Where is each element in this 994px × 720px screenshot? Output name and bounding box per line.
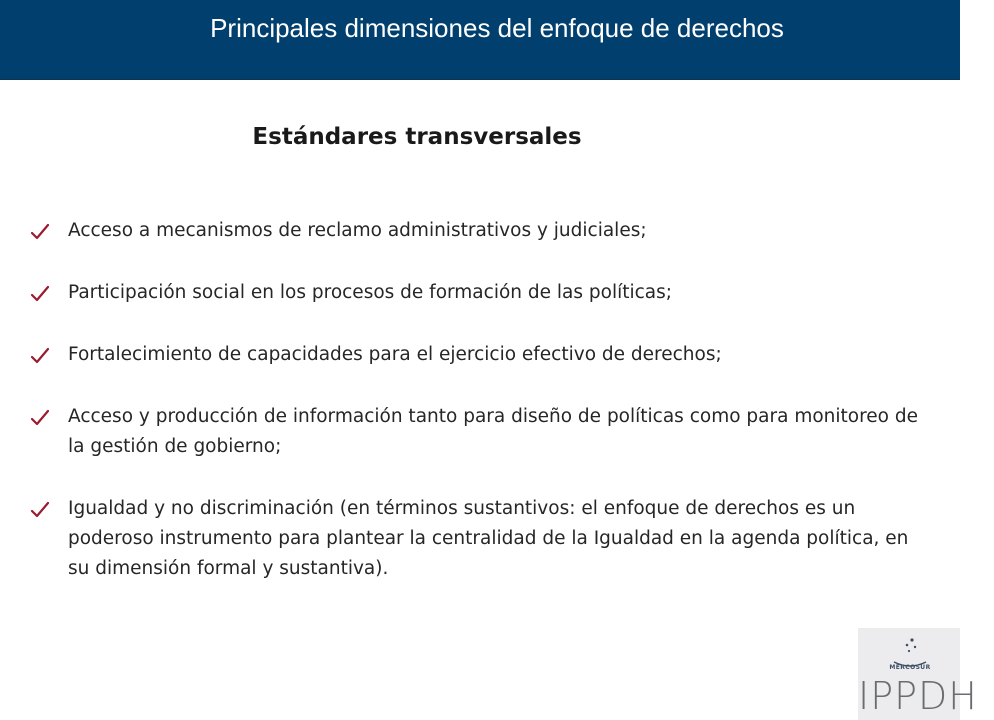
logo-mercosur-label: MERCOSUR <box>889 664 931 671</box>
list-item <box>30 216 930 246</box>
list-item-text: Participación social en los procesos de formación de las políticas; <box>68 282 672 303</box>
check-icon <box>30 409 50 427</box>
standards-list <box>30 216 930 616</box>
check-icon <box>30 285 50 303</box>
list-item-text: Igualdad y no discriminación (en términos sustantivos: el enfoque de derechos es un poderoso instrumento para plantear la centralidad de la Igualdad en la agenda política, en su dimensión formal y sustantiva). <box>68 498 909 579</box>
slide-title: Principales dimensiones del enfoque de derechos <box>210 13 784 43</box>
list-item-text: Acceso y producción de información tanto para diseño de políticas como para monitoreo de la gestión de gobierno; <box>68 406 918 457</box>
logo-name: IPPDH <box>858 674 978 718</box>
list-item-text: Acceso a mecanismos de reclamo administrativos y judiciales; <box>68 220 647 241</box>
list-item <box>30 494 930 584</box>
list-item <box>30 340 930 370</box>
list-item-text: Fortalecimiento de capacidades para el ejercicio efectivo de derechos; <box>68 344 722 365</box>
section-heading: Estándares transversales <box>252 124 582 150</box>
header-bar <box>0 0 960 80</box>
list-item <box>30 278 930 308</box>
check-icon <box>30 347 50 365</box>
list-item <box>30 402 930 462</box>
check-icon <box>30 223 50 241</box>
check-icon <box>30 501 50 519</box>
ippdh-logo <box>858 628 978 720</box>
